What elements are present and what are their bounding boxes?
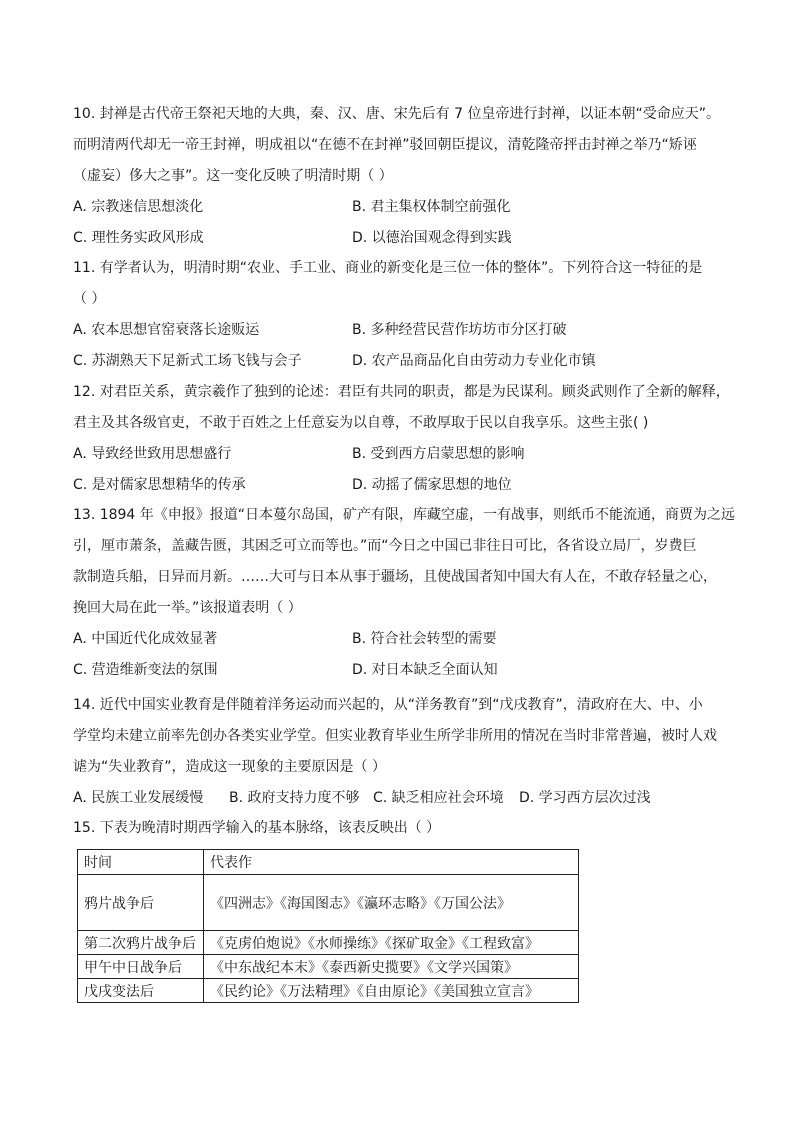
question-10-option-d[interactable]: D. 以德治国观念得到实践 — [352, 230, 512, 246]
table-cell-time: 第二次鸦片战争后 — [78, 931, 204, 955]
table-cell-time: 甲午中日战争后 — [78, 955, 204, 979]
question-14-option-a[interactable]: A. 民族工业发展缓慢 — [73, 790, 204, 806]
question-12-option-b[interactable]: B. 受到西方启蒙思想的影响 — [352, 446, 525, 462]
table-row — [78, 875, 579, 931]
question-13-options-row-1 — [73, 624, 733, 655]
question-13-option-a[interactable]: A. 中国近代化成效显著 — [73, 631, 218, 647]
question-11-option-d[interactable]: D. 农产品商品化自由劳动力专业化市镇 — [352, 353, 596, 369]
question-13-option-b[interactable]: B. 符合社会转型的需要 — [352, 631, 497, 647]
question-12-options-row-1 — [73, 439, 733, 470]
question-15-stem-line-1: 15. 下表为晚清时期西学输入的基本脉络，该表反映出（ ） — [73, 820, 441, 836]
question-11 — [73, 253, 733, 377]
question-14-option-c[interactable]: C. 缺乏相应社会环境 — [373, 790, 504, 806]
table-cell-works: 《中东战纪本末》《泰西新史揽要》《文学兴国策》 — [204, 955, 579, 979]
table-cell-works: 《四洲志》《海国图志》《瀛环志略》《万国公法》 — [204, 875, 579, 931]
question-14-option-d[interactable]: D. 学习西方层次过浅 — [519, 790, 651, 806]
question-15 — [73, 813, 733, 844]
question-10-option-c[interactable]: C. 理性务实政风形成 — [73, 230, 204, 246]
question-13-stem-line-2: 引，厘市萧条，盖藏告匮，其困乏可立而等也。”而“今日之中国已非往日可比，各省设立局厂，岁费巨 — [73, 538, 697, 554]
question-13-stem-line-3: 款制造兵船，日异而月新。……大可与日本从事于疆场，且使战国者知中国大有人在，不敢存轻量之心， — [73, 569, 717, 585]
question-10-stem-line-1: 10. 封禅是古代帝王祭祀天地的大典，秦、汉、唐、宋先后有 7 位皇帝进行封禅，以证本朝“受命应天”。 — [73, 106, 721, 122]
question-12-option-a[interactable]: A. 导致经世致用思想盛行 — [73, 446, 232, 462]
question-11-stem-line-2: （ ） — [73, 291, 106, 307]
question-12 — [73, 377, 733, 501]
table-cell-time: 戊戌变法后 — [78, 979, 204, 1003]
question-13-option-d[interactable]: D. 对日本缺乏全面认知 — [352, 662, 498, 678]
question-10-stem-line-3: （虚妄）侈大之事”。这一变化反映了明清时期（ ） — [73, 168, 393, 184]
question-10-option-a[interactable]: A. 宗教迷信思想淡化 — [73, 199, 204, 215]
table-row — [78, 931, 579, 955]
question-10-stem-line-2: 而明清两代却无一帝王封禅，明成祖以“在德不在封禅”驳回朝臣提议，清乾隆帝抨击封禅之举乃“矫诬 — [73, 137, 697, 153]
table-header-row — [78, 850, 579, 875]
question-14-stem-line-2: 学堂均未建立前率先创办各类实业学堂。但实业教育毕业生所学非所用的情况在当时非常普遍，被时人戏 — [73, 728, 717, 744]
question-12-stem-line-2: 君主及其各级官吏，不敢于百姓之上任意妄为以自尊，不敢厚取于民以自我享乐。这些主张( ) — [73, 415, 649, 431]
table-row — [78, 979, 579, 1003]
question-11-option-c[interactable]: C. 苏湖熟天下足新式工场飞钱与会子 — [73, 353, 302, 369]
question-14 — [73, 690, 733, 814]
question-14-options-row — [73, 783, 733, 814]
table-cell-time: 鸦片战争后 — [78, 875, 204, 931]
table-cell-works: 《民约论》《万法精理》《自由原论》《美国独立宣言》 — [204, 979, 579, 1003]
question-13-stem-line-1: 13. 1894 年《申报》报道“日本蔓尔岛国，矿产有限，库藏空虚，一有战事，则纸币不能流通，商贾为之远 — [73, 507, 736, 523]
question-12-option-c[interactable]: C. 是对儒家思想精华的传承 — [73, 477, 246, 493]
question-11-options-row-1 — [73, 315, 733, 346]
table-cell-works: 《克虏伯炮说》《水师操练》《探矿取金》《工程致富》 — [204, 931, 579, 955]
question-13-stem-line-4: 挽回大局在此一举。”该报道表明（ ） — [73, 600, 302, 616]
question-12-options-row-2 — [73, 470, 733, 501]
question-10-options-row-2 — [73, 223, 733, 254]
table-header-time: 时间 — [78, 850, 204, 875]
question-10 — [73, 99, 733, 254]
question-14-option-b[interactable]: B. 政府支持力度不够 — [229, 790, 360, 806]
question-14-stem-line-3: 谑为“失业教育”，造成这一现象的主要原因是（ ） — [73, 759, 386, 775]
table-header-works: 代表作 — [204, 850, 579, 875]
table-row — [78, 955, 579, 979]
question-14-stem-line-1: 14. 近代中国实业教育是伴随着洋务运动而兴起的，从“洋务教育”到“戊戌教育”，清政府在大、中、小 — [73, 697, 703, 713]
question-11-stem-line-1: 11. 有学者认为，明清时期“农业、手工业、商业的新变化是三位一体的整体”。下列符合这一特征的是 — [73, 260, 703, 276]
question-13-options-row-2 — [73, 655, 733, 686]
question-12-stem-line-1: 12. 对君臣关系，黄宗羲作了独到的论述：君臣有共同的职责，都是为民谋利。顾炎武则作了全新的解释， — [73, 384, 730, 400]
question-11-option-a[interactable]: A. 农本思想官窑衰落长途贩运 — [73, 322, 260, 338]
question-10-options-row-1 — [73, 192, 733, 223]
question-13-option-c[interactable]: C. 营造维新变法的氛围 — [73, 662, 218, 678]
question-11-option-b[interactable]: B. 多种经营民营作坊坊市分区打破 — [352, 322, 567, 338]
question-13 — [73, 500, 736, 686]
question-10-option-b[interactable]: B. 君主集权体制空前强化 — [352, 199, 511, 215]
western-learning-table — [77, 849, 579, 1003]
question-11-options-row-2 — [73, 346, 733, 377]
question-12-option-d[interactable]: D. 动摇了儒家思想的地位 — [352, 477, 512, 493]
